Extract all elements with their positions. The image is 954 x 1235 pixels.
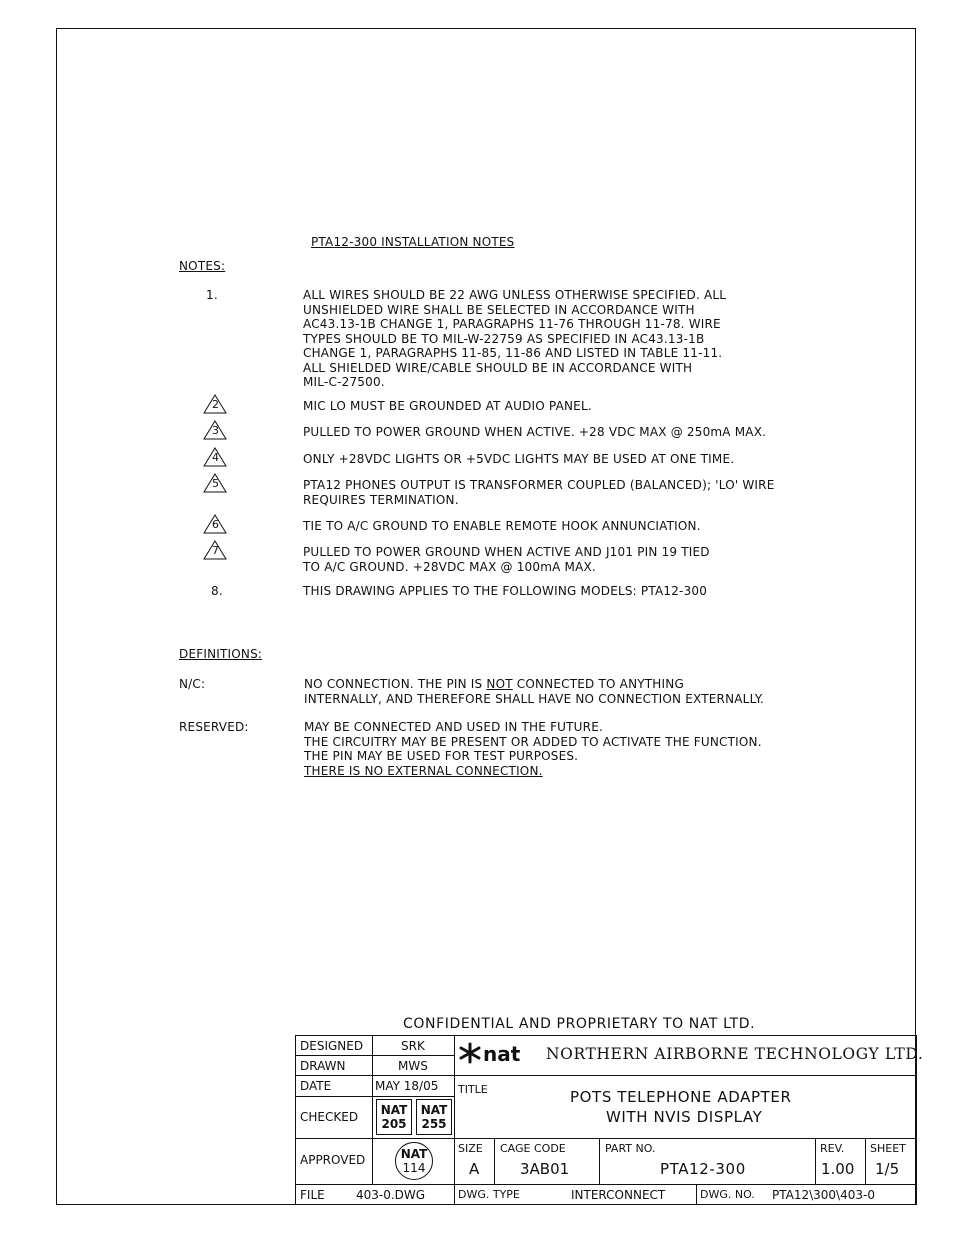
note-4-line-1: ONLY +28VDC LIGHTS OR +5VDC LIGHTS MAY BE USED AT ONE TIME. — [303, 452, 735, 466]
date-label: DATE — [300, 1079, 332, 1093]
note-1-line-4: TYPES SHOULD BE TO MIL-W-22759 AS SPECIFIED IN AC43.13-1B — [303, 331, 705, 346]
note-flag-triangle-4: 4 — [203, 447, 227, 467]
reserved-line-3: THE PIN MAY BE USED FOR TEST PURPOSES. — [304, 749, 579, 763]
part-no-value: PTA12-300 — [660, 1160, 746, 1178]
reserved-line-4: THERE IS NO EXTERNAL CONNECTION. — [304, 763, 543, 778]
note-flag-triangle-2: 2 — [203, 394, 227, 414]
note-6-line-1: TIE TO A/C GROUND TO ENABLE REMOTE HOOK ANNUNCIATION. — [303, 519, 701, 533]
note-1-line-7: MIL-C-27500. — [303, 375, 385, 389]
note-5-line-1: PTA12 PHONES OUTPUT IS TRANSFORMER COUPLED (BALANCED); 'LO' WIRE — [303, 478, 775, 492]
dwg-no-value: PTA12\300\403-0 — [772, 1188, 875, 1202]
nc-definition-line-1: NO CONNECTION. THE PIN IS NOT CONNECTED TO ANYTHING — [304, 677, 684, 691]
dwg-type-label: DWG. TYPE — [458, 1188, 520, 1201]
drawn-label: DRAWN — [300, 1059, 346, 1073]
note-3-line-1: PULLED TO POWER GROUND WHEN ACTIVE. +28 VDC MAX @ 250mA MAX. — [303, 425, 767, 439]
checked-label: CHECKED — [300, 1110, 359, 1124]
note-8-line-1: THIS DRAWING APPLIES TO THE FOLLOWING MODELS: PTA12-300 — [303, 584, 708, 598]
drawn-value: MWS — [398, 1059, 428, 1073]
title-label: TITLE — [458, 1083, 488, 1096]
title-line-1: POTS TELEPHONE ADAPTER — [570, 1088, 792, 1106]
reserved-line-2: THE CIRCUITRY MAY BE PRESENT OR ADDED TO ACTIVATE THE FUNCTION. — [304, 734, 762, 749]
note-flag-triangle-3: 3 — [203, 420, 227, 440]
note-marker-1: 1. — [206, 288, 218, 302]
part-no-label: PART NO. — [605, 1142, 656, 1155]
note-5-line-2: REQUIRES TERMINATION. — [303, 492, 459, 507]
notes-heading: PTA12-300 INSTALLATION NOTES — [311, 235, 515, 249]
checker-stamp-205: NAT 205 — [376, 1099, 412, 1135]
cage-code-value: 3AB01 — [520, 1160, 570, 1178]
size-value: A — [469, 1160, 480, 1178]
nc-definition-line-2: INTERNALLY, AND THEREFORE SHALL HAVE NO CONNECTION EXTERNALLY. — [304, 691, 764, 706]
note-1-line-2: UNSHIELDED WIRE SHALL BE SELECTED IN ACCORDANCE WITH — [303, 302, 695, 317]
checker-stamp-255: NAT 255 — [416, 1099, 452, 1135]
company-name: NORTHERN AIRBORNE TECHNOLOGY LTD. — [546, 1045, 924, 1063]
nat-star-icon — [457, 1042, 483, 1064]
sheet-value: 1/5 — [875, 1160, 900, 1178]
dwg-type-value: INTERCONNECT — [571, 1188, 666, 1202]
size-label: SIZE — [458, 1142, 483, 1155]
note-1-line-5: CHANGE 1, PARAGRAPHS 11-85, 11-86 AND LISTED IN TABLE 11-11. — [303, 346, 723, 360]
note-flag-triangle-7: 7 — [203, 540, 227, 560]
note-1-line-3: AC43.13-1B CHANGE 1, PARAGRAPHS 11-76 THROUGH 11-78. WIRE — [303, 317, 721, 331]
confidential-notice: CONFIDENTIAL AND PROPRIETARY TO NAT LTD. — [403, 1016, 756, 1032]
file-value: 403-0.DWG — [356, 1188, 426, 1202]
file-label: FILE — [300, 1188, 325, 1202]
sheet-label: SHEET — [870, 1142, 906, 1155]
note-flag-triangle-6: 6 — [203, 514, 227, 534]
note-2-line-1: MIC LO MUST BE GROUNDED AT AUDIO PANEL. — [303, 399, 592, 413]
note-1-line-1: ALL WIRES SHOULD BE 22 AWG UNLESS OTHERWISE SPECIFIED. ALL — [303, 288, 727, 302]
note-flag-triangle-5: 5 — [203, 473, 227, 493]
nat-logo: nat — [457, 1042, 520, 1066]
reserved-term: RESERVED: — [179, 720, 249, 734]
designed-value: SRK — [401, 1039, 425, 1053]
note-7-line-1: PULLED TO POWER GROUND WHEN ACTIVE AND J101 PIN 19 TIED — [303, 545, 710, 559]
cage-code-label: CAGE CODE — [500, 1142, 566, 1155]
note-marker-8: 8. — [211, 584, 223, 598]
definitions-label: DEFINITIONS: — [179, 647, 263, 661]
nc-term: N/C: — [179, 677, 206, 691]
date-value: MAY 18/05 — [375, 1079, 439, 1093]
rev-label: REV. — [820, 1142, 845, 1155]
designed-label: DESIGNED — [300, 1039, 364, 1053]
title-line-2: WITH NVIS DISPLAY — [606, 1108, 763, 1126]
approved-label: APPROVED — [300, 1153, 366, 1167]
note-7-line-2: TO A/C GROUND. +28VDC MAX @ 100mA MAX. — [303, 559, 596, 574]
rev-value: 1.00 — [821, 1160, 855, 1178]
notes-label: NOTES: — [179, 259, 226, 273]
note-1-line-6: ALL SHIELDED WIRE/CABLE SHOULD BE IN ACCORDANCE WITH — [303, 360, 693, 375]
dwg-no-label: DWG. NO. — [700, 1188, 755, 1201]
approver-stamp-114: NAT 114 — [395, 1142, 433, 1180]
reserved-line-1: MAY BE CONNECTED AND USED IN THE FUTURE. — [304, 720, 603, 734]
